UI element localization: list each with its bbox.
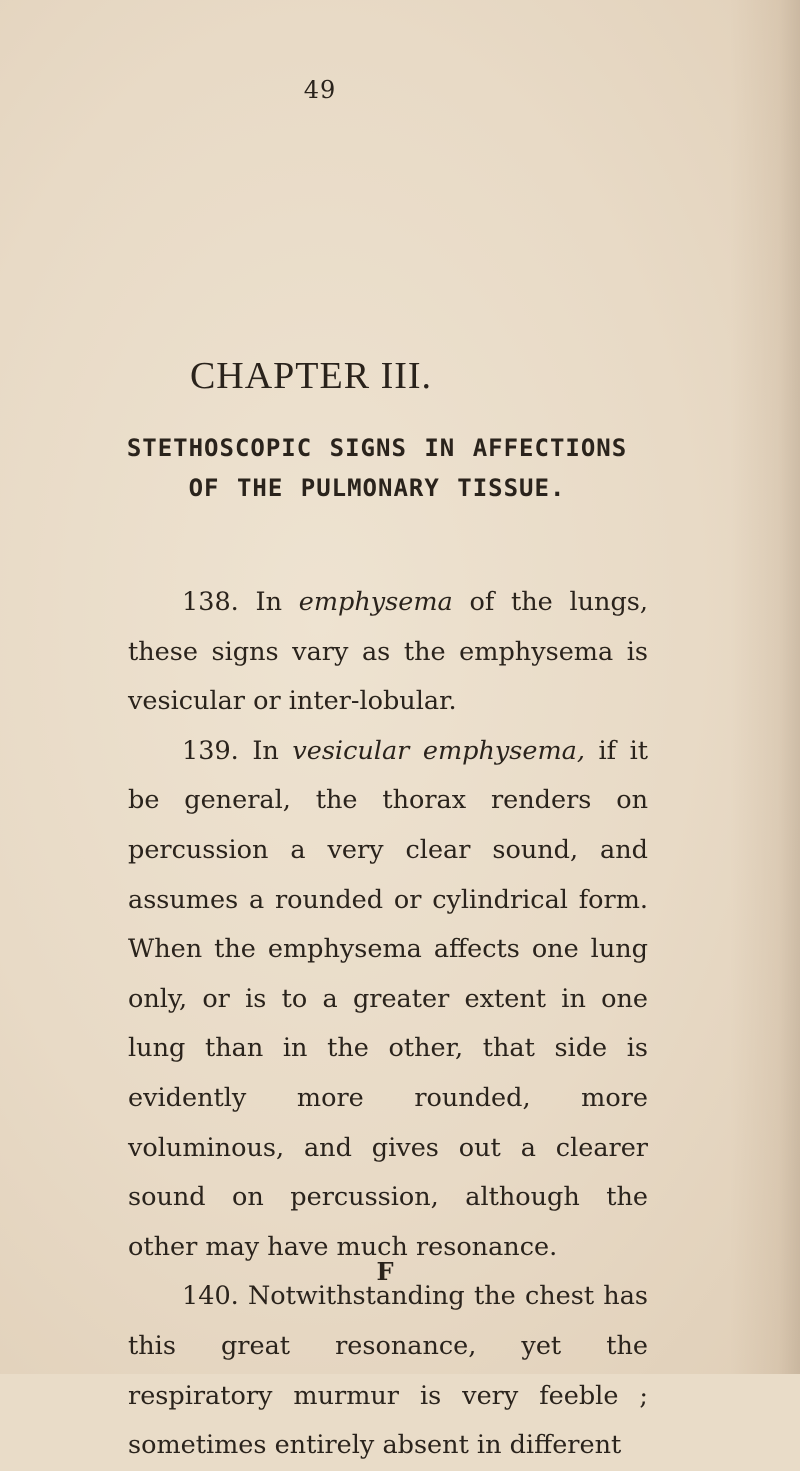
paragraph-lead: In [255,587,299,617]
paragraph-text: Notwithstanding the chest has this great resonance, yet the respiratory murmur is very feeble ; sometimes entirely absent in different [128,1281,648,1461]
paragraph-text: if it be general, the thorax renders on percussion a very clear sound, and assumes a rounded or cylindrical form. When the emphysema affects one lung only, or is to a greater extent in one lung than in the other, that side is evidently more rounded, more voluminous, and gives out a clearer sound on percussion, although the other may have much resonance. [128,735,648,1262]
paragraph-140 [128,1272,648,1470]
section-heading: STETHOSCOPIC SIGNS IN AFFECTIONS OF THE PULMONARY TISSUE. [126,434,628,502]
signature-mark: F [376,1257,394,1286]
paragraph-text: of the lungs, these signs vary as the emphysema is vesicular or inter-lobular. [128,587,648,717]
page-number: 49 [303,76,337,104]
paragraph-number: 138. [182,587,239,617]
body-text [128,578,648,1471]
paragraph-emphasis: emphysema [298,587,453,617]
paragraph-139 [128,727,648,1273]
paragraph-lead: In [252,735,293,766]
paragraph-emphasis: vesicular emphysema, [292,735,585,766]
paragraph-number: 139. [182,735,239,766]
chapter-title: CHAPTER III. [189,355,433,397]
page-edge-shadow [730,0,800,1374]
paragraph-138 [128,578,648,727]
paragraph-number: 140. [182,1281,239,1312]
